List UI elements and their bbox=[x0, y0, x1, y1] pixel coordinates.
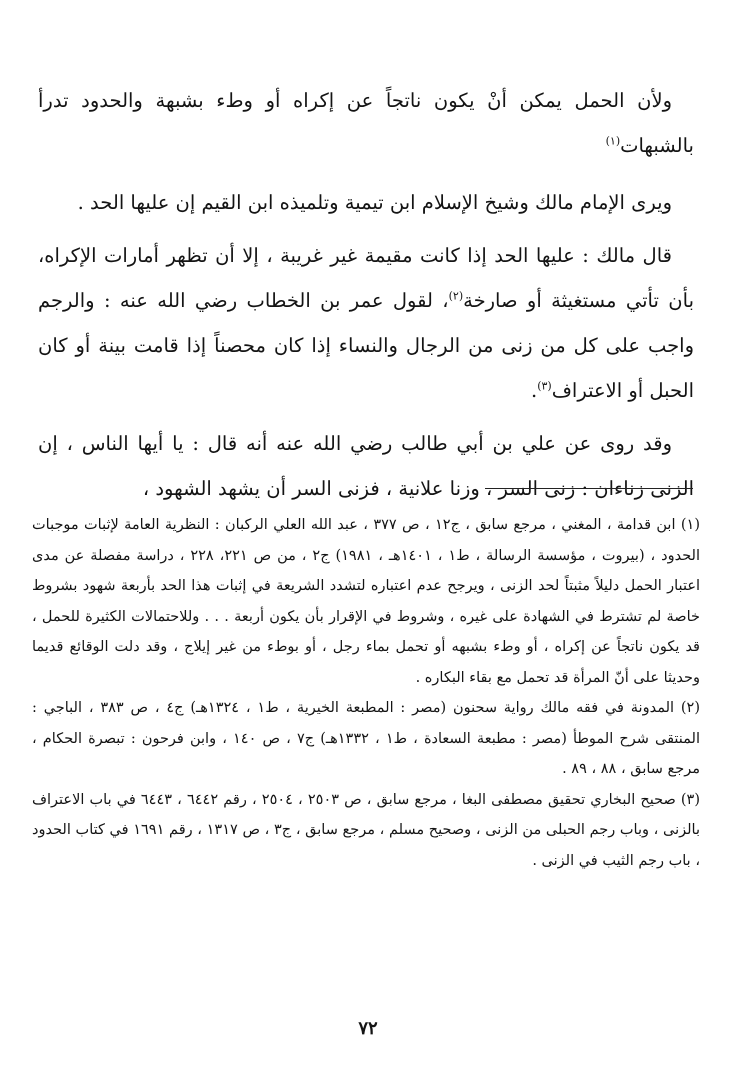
paragraph-4 bbox=[38, 421, 694, 511]
paragraph-3-text-a: قال مالك : عليها الحد إذا كانت مقيمة غير غريبة ، إلا أن تظهر أمارات الإكراه، بأن تأتي مستغيثة أو صارخة bbox=[38, 244, 694, 312]
footnotes bbox=[32, 510, 700, 876]
paragraph-1-text: ولأن الحمل يمكن أنْ يكون ناتجاً عن إكراه أو وطء بشبهة والحدود تدرأ بالشبهات bbox=[38, 89, 694, 157]
footnote-ref-2: (٢) bbox=[448, 289, 464, 303]
paragraph-2 bbox=[38, 180, 694, 225]
paragraph-2-text: ويرى الإمام مالك وشيخ الإسلام ابن تيمية وتلميذه ابن القيم إن عليها الحد . bbox=[77, 191, 672, 214]
footnote-ref-3: (٣) bbox=[537, 379, 552, 393]
footnote-3: (٣) صحيح البخاري تحقيق مصطفى البغا ، مرجع سابق ، ص ٢٥٠٣ ، ٢٥٠٤ ، رقم ٦٤٤٢ ، ٦٤٤٣ في باب الاعتراف بالزنى ، وباب رجم الحبلى من الزنى ، وصحيح مسلم ، مرجع سابق ، ج٣ ، ص ١٣١٧ ، رقم ١٦٩١ في كتاب الحدود ، باب رجم الثيب في الزنى . bbox=[32, 791, 701, 869]
main-text bbox=[38, 78, 694, 511]
paragraph-1 bbox=[38, 78, 694, 168]
footnote-1: (١) ابن قدامة ، المغني ، مرجع سابق ، ج١٢ ، ص ٣٧٧ ، عبد الله العلي الركبان : النظرية العامة لإثبات موجبات الحدود ، (بيروت ، مؤسسة الرسالة ، ط١ ، ١٤٠١هـ ، ١٩٨١) ج٢ ، من ص ٢٢١، ٢٢٨ ، دراسة مفصلة عن مدى اعتبار الحمل دليلاً مثبتاً لحد الزنى ، ويرجح عدم اعتباره لتشدد الشريعة في إثبات هذا الحد بأربعة شهود بشروط خاصة لم تشترط في الشهادة على غيره ، وشروط في الإقرار بأن يكون أربعة . . . وللاحتمالات الكثيرة للحمل ، قد يكون ناتجاً عن إكراه ، أو وطء بشبهه أو تحمل بماء رجل ، أو بوطء من غير إيلاج ، وقد دلت الوقائع قديما وحديثا على أنّ المرأة قد تحمل مع بقاء البكاره . bbox=[32, 517, 700, 686]
paragraph-4-text: وقد روى عن علي بن أبي طالب رضي الله عنه أنه قال : يا أيها الناس ، إن الزنى زناءان : زنى السر ، وزنا علانية ، فزنى السر أن يشهد الشهود ، bbox=[38, 432, 694, 500]
paragraph-3-text-b: ، لقول عمر بن الخطاب رضي الله عنه : والرجم واجب على كل من زنى من الرجال والنساء إذا كان محصناً إذا قامت بينة أو كان الحبل أو الاعتراف bbox=[38, 289, 694, 402]
paragraph-3-text-c: . bbox=[531, 379, 538, 402]
page-number: ٧٢ bbox=[358, 1018, 378, 1039]
footnote-ref-1: (١) bbox=[605, 134, 621, 148]
footnote-2: (٢) المدونة في فقه مالك رواية سحنون (مصر : المطبعة الخيرية ، ط١ ، ١٣٢٤هـ) ج٤ ، ص ٣٨٣ ، الباجي : المنتقى شرح الموطأ (مصر : مطبعة السعادة ، ط١ ، ١٣٣٢هـ) ج٧ ، ص ١٤٠ ، وابن فرحون : تبصرة الحكام ، مرجع سابق ، ٨٨ ، ٨٩ . bbox=[32, 700, 700, 777]
paragraph-3 bbox=[38, 233, 694, 413]
footnote-separator bbox=[485, 488, 693, 489]
